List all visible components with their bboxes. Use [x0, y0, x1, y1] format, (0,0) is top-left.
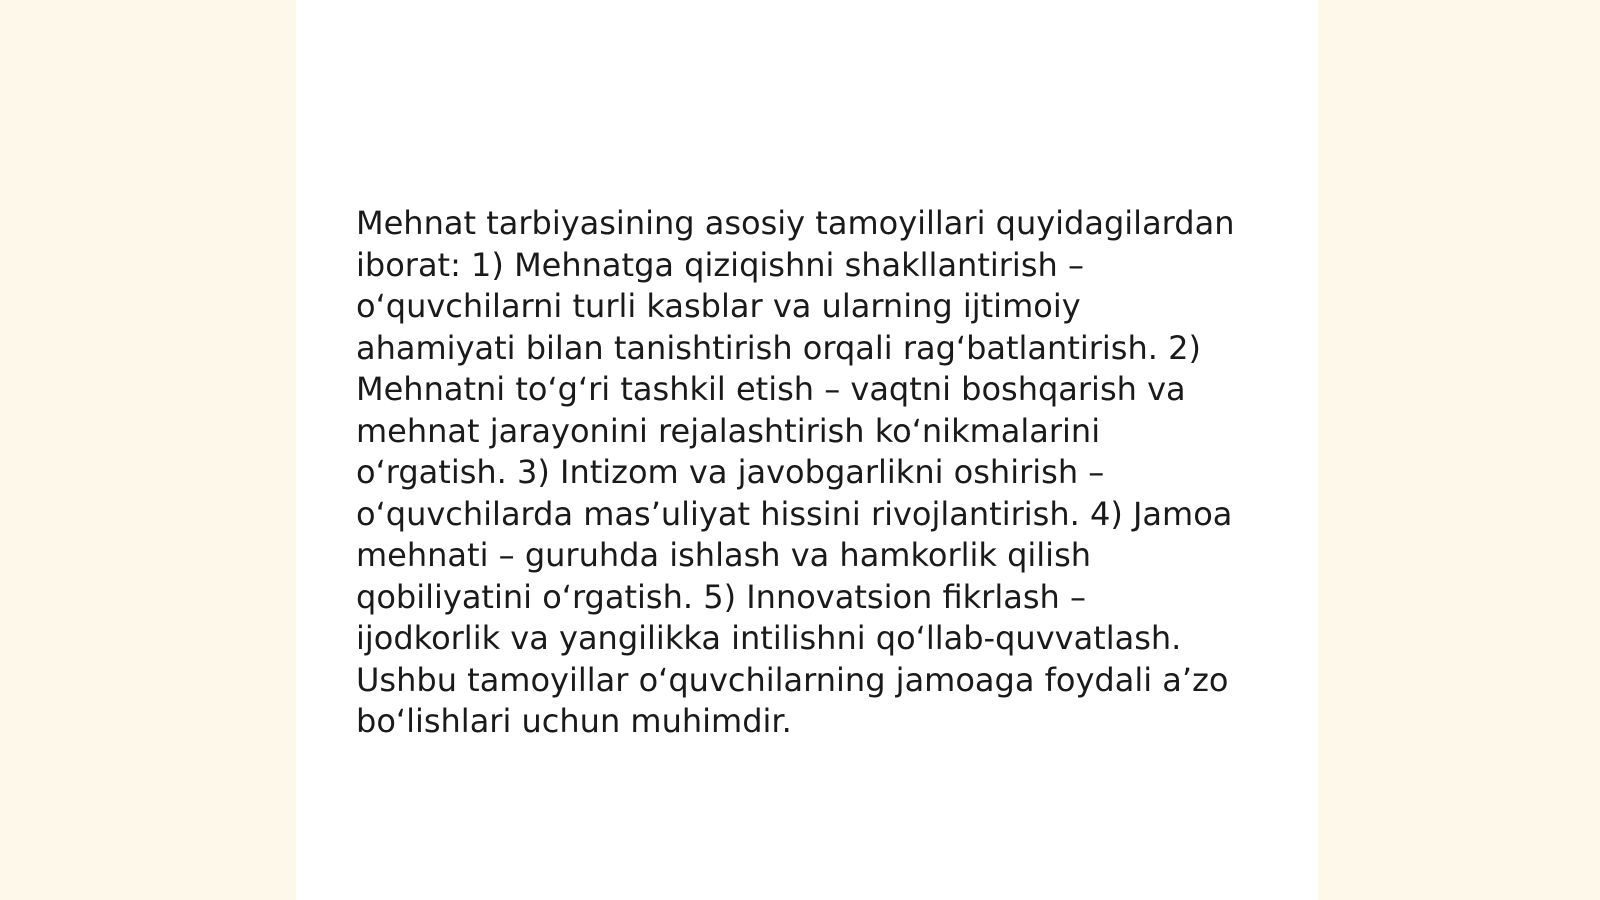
left-background-panel: [0, 0, 296, 900]
slide-body-text: Mehnat tarbiyasining asosiy tamoyillari quyidagilardan iborat: 1) Mehnatga qiziqishni shakllantirish – o‘quvchilarni turli kasblar va ularning ijtimoiy ahamiyati bilan tanishtirish orqali rag‘batlantirish. 2) Mehnatni to‘g‘ri tashkil etish – vaqtni boshqarish va mehnat jarayonini rejalashtirish ko‘nikmalarini o‘rgatish. 3) Intizom va javobgarlikni oshirish – o‘quvchilarda mas’uliyat hissini rivojlantirish. 4) Jamoa mehnati – guruhda ishlash va hamkorlik qilish qobiliyatini o‘rgatish. 5) Innovatsion fikrlash – ijodkorlik va yangilikka intilishni qo‘llab-quvvatlash. Ushbu tamoyillar o‘quvchilarning jamoaga foydali a’zo bo‘lishlari uchun muhimdir.: [356, 204, 1235, 740]
right-background-panel: [1318, 0, 1600, 900]
slide: [296, 0, 1318, 900]
